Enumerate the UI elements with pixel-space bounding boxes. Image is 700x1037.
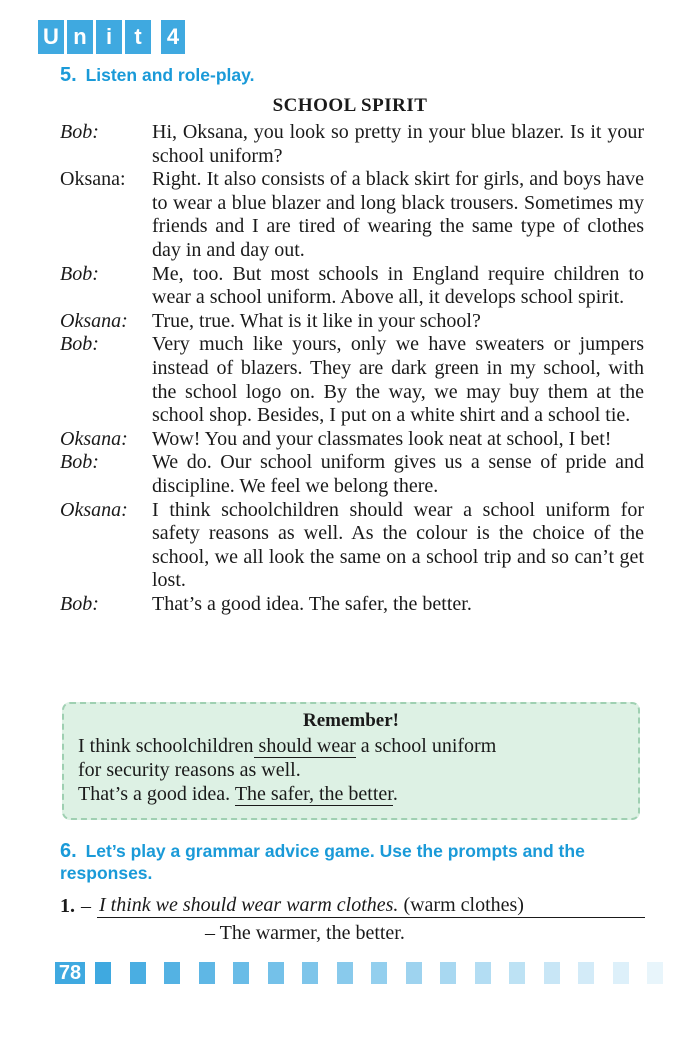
- speech: I think schoolchildren should wear a school uniform for safety reasons as well. As the colour is the choice of the school, we all look the same on a school trip and so can’t get lost.: [152, 498, 644, 592]
- footer-square: [544, 962, 560, 984]
- example-prompt: (warm clothes): [403, 894, 524, 916]
- footer-square: [406, 962, 422, 984]
- footer-square: [371, 962, 387, 984]
- exercise-5-heading: [60, 64, 254, 87]
- speaker: Bob:: [60, 262, 99, 285]
- footer-square: [268, 962, 284, 984]
- exercise-number: 6.: [60, 840, 77, 862]
- speech: Very much like yours, only we have sweaters or jumpers instead of blazers. They are dark green in my school, with the school logo on. By the way, we may buy them at the school shop. Besides, I put on a white shirt and a school tie.: [152, 333, 644, 427]
- dialog-line: [60, 593, 644, 617]
- unit-number: 4: [161, 20, 185, 54]
- dialog-line: [60, 451, 644, 498]
- remember-body: [78, 734, 638, 806]
- exercise-instruction: Listen and role-play.: [85, 65, 255, 85]
- exercise-instruction: Let’s play a grammar advice game. Use the prompts and the responses.: [60, 841, 585, 883]
- example-answer-text: I think we should wear warm clothes.: [99, 894, 399, 916]
- footer-square: [130, 962, 146, 984]
- dialog-line: [60, 121, 644, 168]
- remember-text: a school uniform: [355, 735, 497, 757]
- speaker: Oksana:: [60, 309, 128, 332]
- exercise-6-heading: [60, 840, 660, 884]
- speaker: Bob:: [60, 592, 99, 615]
- footer-square: [647, 962, 663, 984]
- footer-square: [337, 962, 353, 984]
- example-dash: –: [81, 895, 91, 917]
- footer-square: [440, 962, 456, 984]
- unit-letter: U: [38, 20, 64, 54]
- speaker: Oksana:: [60, 498, 128, 521]
- unit-letter: i: [96, 20, 122, 54]
- dialog-line: [60, 263, 644, 310]
- footer-square: [199, 962, 215, 984]
- remember-text: That’s a good idea.: [78, 783, 235, 805]
- example-response: – The warmer, the better.: [205, 922, 405, 944]
- example-line: [60, 894, 645, 918]
- speaker: Oksana:: [60, 168, 126, 191]
- speech: Wow! You and your classmates look neat at school, I bet!: [152, 427, 612, 450]
- remember-box: [62, 702, 640, 820]
- remember-line: for security reasons as well.: [78, 759, 301, 781]
- speech: Hi, Oksana, you look so pretty in your blue blazer. Is it your school uniform?: [152, 121, 644, 167]
- page-number: 78: [55, 962, 85, 984]
- speech: Right. It also consists of a black skirt for girls, and boys have to wear a blue blazer and long black trousers. Sometimes my friends and I are tired of wearing the same type of clothes day in and day out.: [152, 168, 644, 261]
- footer-square: [95, 962, 111, 984]
- remember-underlined: The safer, the better: [234, 783, 393, 805]
- unit-header: [38, 20, 185, 54]
- unit-letter: t: [125, 20, 151, 54]
- speech: True, true. What is it like in your school?: [152, 309, 481, 332]
- dialog: [60, 121, 644, 616]
- speaker: Bob:: [60, 121, 99, 143]
- footer-square: [164, 962, 180, 984]
- example-answer: [97, 894, 645, 918]
- footer-square: [509, 962, 525, 984]
- remember-title: Remember!: [302, 710, 399, 731]
- remember-line: [78, 734, 638, 758]
- dialog-line: [60, 499, 644, 593]
- speaker: Oksana:: [60, 427, 128, 450]
- example-number: 1.: [60, 895, 75, 917]
- speech: Me, too. But most schools in England require children to wear a school uniform. Above all, it develops school spirit.: [152, 262, 644, 309]
- remember-text: .: [392, 783, 398, 805]
- remember-underlined: should wear: [253, 735, 356, 757]
- unit-letter: n: [67, 20, 93, 54]
- exercise-number: 5.: [60, 64, 77, 86]
- footer-square: [302, 962, 318, 984]
- footer-square: [233, 962, 249, 984]
- footer-square: [613, 962, 629, 984]
- speaker: Bob:: [60, 333, 99, 356]
- dialog-line: [60, 168, 644, 262]
- speech: That’s a good idea. The safer, the better.: [152, 592, 472, 615]
- dialog-line: [60, 333, 644, 427]
- speaker: Bob:: [60, 451, 99, 474]
- remember-line: [78, 782, 638, 806]
- example: [60, 894, 645, 945]
- dialog-line: [60, 310, 644, 334]
- footer-square: [475, 962, 491, 984]
- remember-text: I think schoolchildren: [78, 735, 254, 757]
- footer-square: [578, 962, 594, 984]
- dialog-title: SCHOOL SPIRIT: [272, 95, 428, 116]
- speech: We do. Our school uniform gives us a sense of pride and discipline. We feel we belong there.: [152, 451, 644, 497]
- dialog-line: [60, 428, 644, 452]
